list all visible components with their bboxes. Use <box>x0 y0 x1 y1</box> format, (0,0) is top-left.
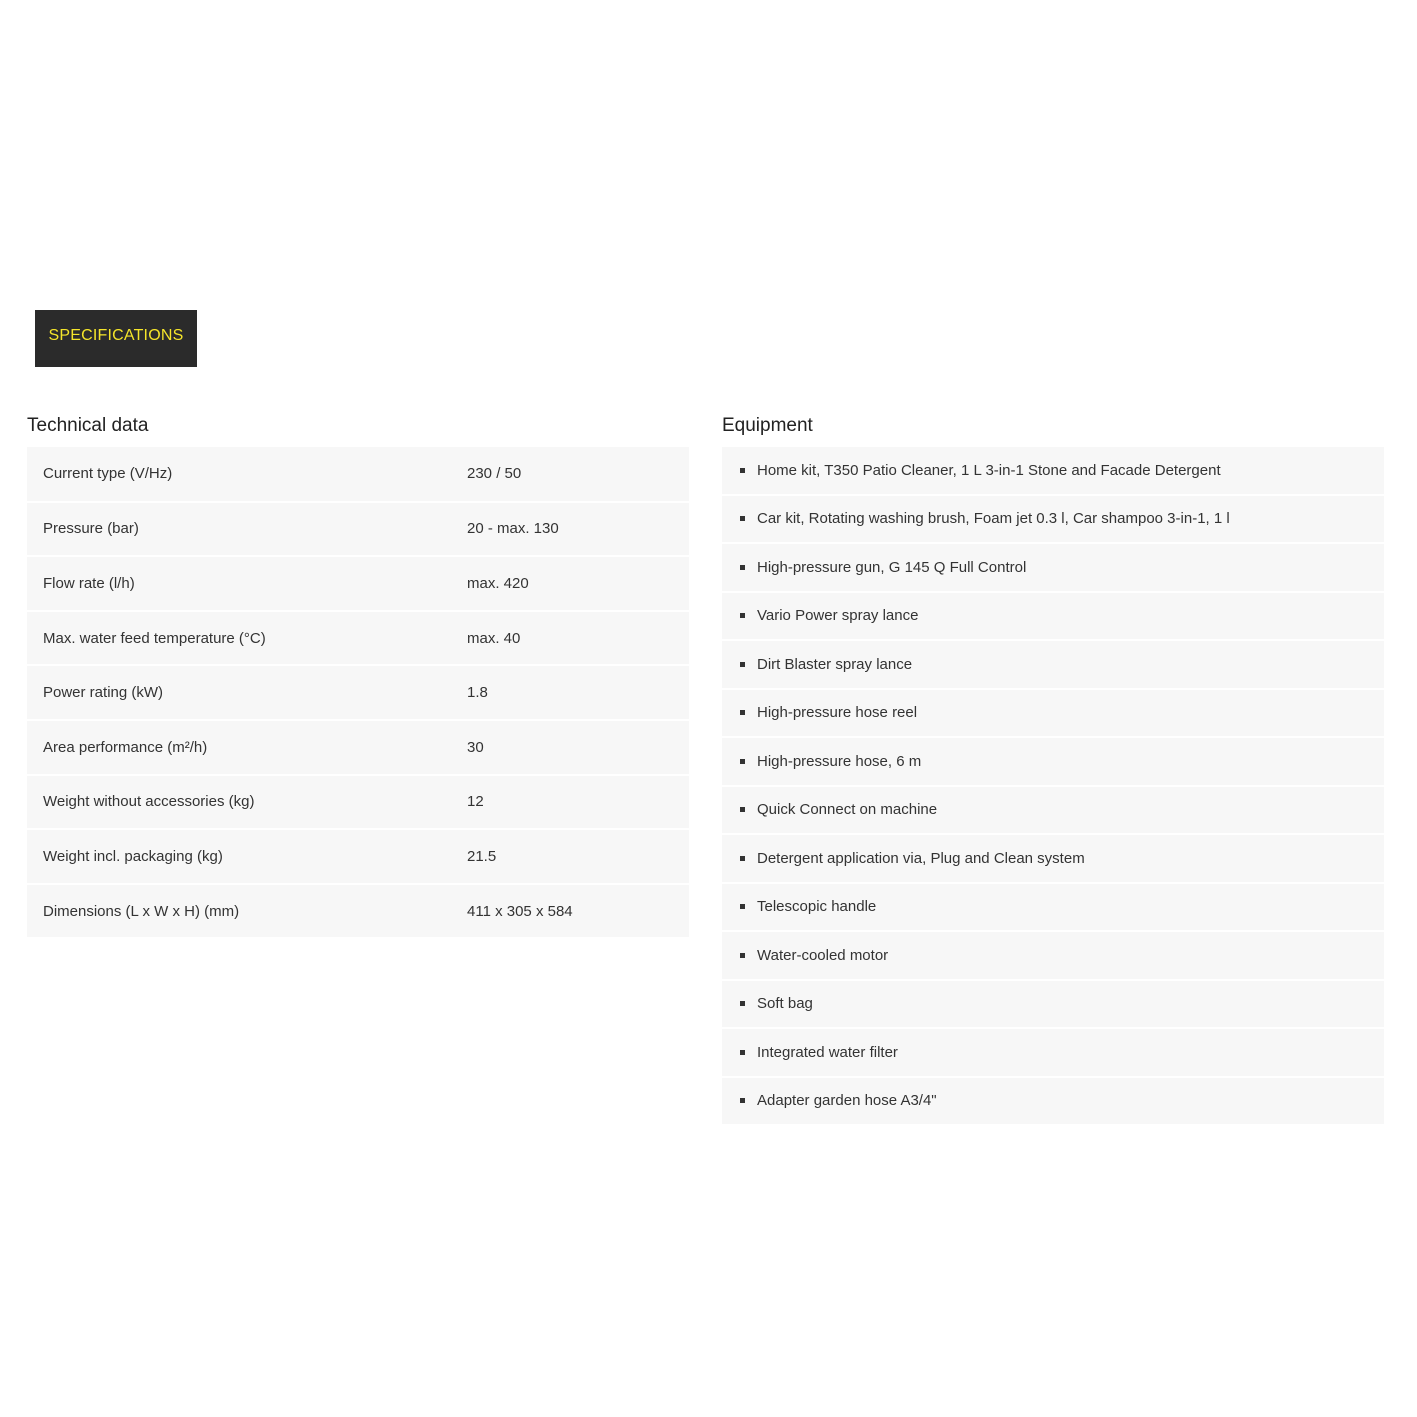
equipment-section <box>722 414 1384 1126</box>
bullet-icon <box>740 662 745 667</box>
list-item <box>722 738 1384 787</box>
spec-value: 411 x 305 x 584 <box>467 902 573 920</box>
bullet-icon <box>740 1050 745 1055</box>
technical-data-table <box>27 447 689 939</box>
spec-label: Dimensions (L x W x H) (mm) <box>43 902 240 920</box>
technical-data-section <box>27 414 689 939</box>
bullet-icon <box>740 516 745 521</box>
spec-value: 20 - max. 130 <box>467 520 559 538</box>
table-row <box>27 665 689 720</box>
bullet-icon <box>740 759 745 764</box>
bullet-icon <box>740 468 745 473</box>
equipment-item-label: Car kit, Rotating washing brush, Foam jet 0.3 l, Car shampoo 3-in-1, 1 l <box>757 510 1230 528</box>
equipment-item-label: Detergent application via, Plug and Clean system <box>757 849 1085 867</box>
table-row <box>27 611 689 666</box>
equipment-item-label: Quick Connect on machine <box>757 801 938 819</box>
spec-label: Weight incl. packaging (kg) <box>43 847 223 865</box>
bullet-icon <box>740 904 745 909</box>
equipment-item-label: Telescopic handle <box>757 898 877 916</box>
list-item <box>722 932 1384 981</box>
list-item <box>722 447 1384 496</box>
list-item <box>722 981 1384 1030</box>
table-row <box>27 447 689 502</box>
table-row <box>27 884 689 939</box>
spec-value: 1.8 <box>467 684 488 702</box>
list-item <box>722 690 1384 739</box>
equipment-item-label: High-pressure hose reel <box>757 704 918 722</box>
table-row <box>27 502 689 557</box>
equipment-item-label: Soft bag <box>757 995 813 1013</box>
spec-value: max. 420 <box>467 574 529 592</box>
equipment-item-label: Home kit, T350 Patio Cleaner, 1 L 3-in-1 Stone and Facade Detergent <box>757 461 1221 479</box>
equipment-item-label: Adapter garden hose A3/4" <box>757 1092 937 1110</box>
list-item <box>722 884 1384 933</box>
bullet-icon <box>740 565 745 570</box>
bullet-icon <box>740 710 745 715</box>
list-item <box>722 1078 1384 1127</box>
spec-value: 21.5 <box>467 847 497 865</box>
equipment-item-label: Integrated water filter <box>757 1043 898 1061</box>
list-item <box>722 544 1384 593</box>
bullet-icon <box>740 1098 745 1103</box>
list-item <box>722 641 1384 690</box>
bullet-icon <box>740 1001 745 1006</box>
equipment-item-label: Water-cooled motor <box>757 946 889 964</box>
list-item <box>722 593 1384 642</box>
bullet-icon <box>740 953 745 958</box>
spec-label: Area performance (m²/h) <box>43 738 208 756</box>
spec-label: Pressure (bar) <box>43 520 139 538</box>
tab-specifications[interactable]: SPECIFICATIONS <box>35 310 197 367</box>
tab-bar <box>35 310 197 367</box>
equipment-title: Equipment <box>722 415 813 436</box>
list-item <box>722 1029 1384 1078</box>
spec-value: 30 <box>467 738 484 756</box>
spec-label: Power rating (kW) <box>43 684 164 702</box>
list-item <box>722 787 1384 836</box>
spec-label: Current type (V/Hz) <box>43 465 173 483</box>
spec-value: 12 <box>467 793 484 811</box>
table-row <box>27 556 689 611</box>
table-row <box>27 829 689 884</box>
spec-label: Flow rate (l/h) <box>43 574 135 592</box>
spec-label: Max. water feed temperature (°C) <box>43 629 266 647</box>
table-row <box>27 720 689 775</box>
spec-value: max. 40 <box>467 629 521 647</box>
spec-value: 230 / 50 <box>467 465 522 483</box>
bullet-icon <box>740 856 745 861</box>
list-item <box>722 496 1384 545</box>
list-item <box>722 835 1384 884</box>
equipment-item-label: Dirt Blaster spray lance <box>757 655 913 673</box>
bullet-icon <box>740 613 745 618</box>
equipment-list <box>722 447 1384 1126</box>
equipment-item-label: High-pressure gun, G 145 Q Full Control <box>757 558 1027 576</box>
technical-data-title: Technical data <box>27 415 149 436</box>
spec-label: Weight without accessories (kg) <box>43 793 255 811</box>
bullet-icon <box>740 807 745 812</box>
table-row <box>27 775 689 830</box>
equipment-item-label: High-pressure hose, 6 m <box>757 752 922 770</box>
equipment-item-label: Vario Power spray lance <box>757 607 919 625</box>
